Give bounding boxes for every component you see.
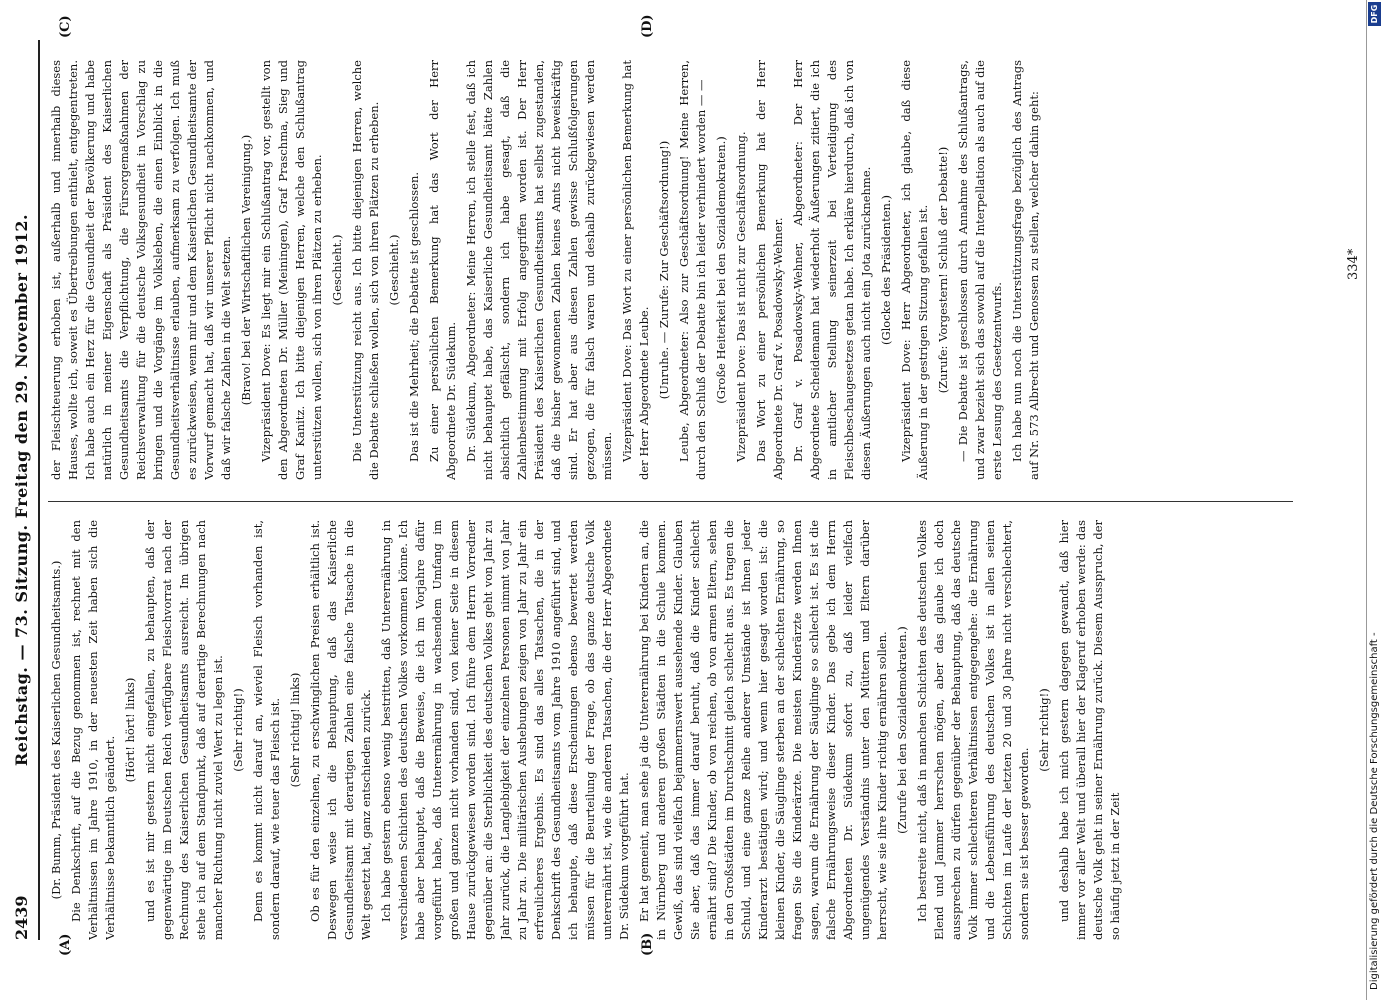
paragraph: Leube, Abgeordneter: Also zur Geschäftsordnung! Meine Herren, durch den Schluß der Debatte bin ich leider verhindert worden — —	[677, 60, 708, 480]
paragraph: — Die Debatte ist geschlossen durch Annahme des Schlußantrags, und zwar bezieht sich das sowohl auf die Interpellation als auch auf die erste Lesung des Gesetzentwurfs.	[956, 60, 1004, 480]
paragraph: und es ist mir gestern nicht eingefallen, zu behaupten, daß der gegenwärtige im Deutschen Reich verfügbare Fleischvorrat nach der Rechnung des Kaiserlichen Gesundheitsamts ausreicht. Im übrigen stehe ich auf dem Standpunkt, daß auf derartige Berechnungen nach mancher Richtung nicht zuviel Wert zu legen ist.	[143, 520, 225, 940]
remark: (Glocke des Präsidenten.)	[879, 194, 893, 346]
margin-mark-d: (D)	[640, 14, 655, 38]
remark: (Geschieht.)	[330, 234, 344, 306]
speaker-line: (Dr. Bumm, Präsident des Kaiserlichen Gesundheitsamts.)	[49, 560, 63, 900]
paragraph: Dr. Südekum, Abgeordneter: Meine Herren, ich stelle fest, daß ich nicht behauptet habe, das Kaiserliche Gesundheitsamt hätte Zahlen absichtlich gefälscht, sondern ich habe gesagt, daß die Zahlenbestimmung mit Erfolg angegriffen worden ist. Der Herr Präsident des Kaiserlichen Gesundheitsamts hat selbst zugestanden, daß die bisher gewonnenen Zahlen keines Amts nicht beweiskräftig sind. Er hat aber aus diesen Zahlen gewisse Schlußfolgerungen gezogen, die für falsch waren und deshalb zurückgewiesen werden müssen.	[464, 60, 614, 480]
paragraph: Ich habe gestern ebenso wenig bestritten, daß Unterernährung in verschiedenen Schichten des deutschen Volkes vorkommen könne. Ich habe aber behauptet, daß die Beweise, die ich im Vorjahre dafür vorgeführt habe, daß Unterernährung in wachsendem Umfang im großen und ganzen nicht vorhanden sind, von keiner Seite in diesem Hause zurückgewiesen worden sind. Ich führe dem Herrn Vorredner gegenüber an: die Sterblichkeit des deutschen Volkes geht von Jahr zu Jahr zurück, die Langlebigkeit der einzelnen Personen nimmt von Jahr zu Jahr zu. Die militärischen Aushebungen zeigen von Jahr zu Jahr ein erfreulicheres Ergebnis. Es sind das alles Tatsachen, die in der Denkschrift des Gesundheitsamts vom Jahre 1910 angeführt sind, und ich behaupte, daß diese Erscheinungen ebenso bewertet werden müssen für die Beurteilung der Frage, ob das ganze deutsche Volk unterernährt ist, wie die anderen Tatsachen, die der Herr Abgeordnete Dr. Südekum vorgeführt hat.	[379, 520, 631, 940]
remark: (Unruhe. — Zurufe: Zur Geschäftsordnung!)	[657, 140, 671, 400]
paragraph: Zu einer persönlichen Bemerkung hat das Wort der Herr Abgeordnete Dr. Südekum.	[427, 60, 458, 480]
paragraph: der Fleischteuerung erhoben ist, außerhalb und innerhalb dieses Hauses, wollte ich, soweit es Übertreibungen enthielt, entgegentreten. Ich habe auch ein Herz für die Gesundheit der Bevölkerung und habe natürlich in meiner Eigenschaft als Präsident des Kaiserlichen Gesundheitsamts die Verpflichtung, die Fürsorgemaßnahmen der Reichsverwaltung für die deutsche Volksgesundheit in Vorschlag zu bringen und die Vorgänge im Volksleben, die einen Einblick in die Gesundheitsverhältnisse erlauben, aufmerksam zu verfolgen. Ich muß es zurückweisen, wenn mir und dem Kaiserlichen Gesundheitsamte der Vorwurf gemacht hat, daß wir unserer Pflicht nicht nachkommen, und daß wir falsche Zahlen in die Welt setzen.	[49, 60, 233, 480]
paragraph: Vizepräsident Dove: Das Wort zu einer persönlichen Bemerkung hat der Herr Abgeordnete Leube.	[620, 60, 651, 480]
paragraph: Das Wort zu einer persönlichen Bemerkung hat der Herr Abgeordnete Dr. Graf v. Posadowsky-Wehner.	[754, 60, 785, 480]
page-number: 2439	[12, 895, 31, 940]
page-title: Reichstag. — 73. Sitzung. Freitag den 29. November 1912.	[12, 213, 31, 767]
paragraph: Die Denkschrift, auf die Bezug genommen ist, rechnet mit den Verhältnissen im Jahre 1910, in der neuesten Zeit haben sich die Verhältnisse bekanntlich geändert.	[69, 520, 117, 940]
remark: (Sehr richtig! links)	[288, 672, 302, 788]
paragraph: Das ist die Mehrheit; die Debatte ist geschlossen.	[407, 171, 421, 462]
remark: (Geschieht.)	[387, 234, 401, 306]
margin-mark-a: (A)	[58, 933, 73, 956]
paragraph: Vizepräsident Dove: Es liegt mir ein Schlußantrag vor, gestellt von den Abgeordneten Dr. Müller (Meiningen), Graf Praschma, Sieg und Graf Kanitz. Ich bitte diejenigen Herren, welche den Schlußantrag unterstützen wollen, sich von ihren Plätzen zu erheben.	[259, 60, 324, 480]
header-rule	[38, 40, 40, 940]
remark: (Bravo! bei der Wirtschaftlichen Vereinigung.)	[239, 134, 253, 406]
page-header	[6, 40, 36, 940]
margin-mark-c: (C)	[58, 15, 73, 38]
margin-mark-b: (B)	[640, 932, 655, 956]
paragraph: Ich bestreite nicht, daß in manchen Schichten des deutschen Volkes Elend und Jammer herrschen mögen, aber das glaube ich doch aussprechen zu dürfen gegenüber der Behauptung, daß das deutsche Volk immer schlechteren Verhältnissen entgegengehe: die Ernährung und die Lebensführung des deutschen Volkes ist in allen seinen Schichten im Laufe der letzten 20 und 30 Jahre nicht verschlechtert, sondern sie ist besser geworden.	[915, 520, 1031, 940]
remark: (Sehr richtig!)	[1037, 688, 1051, 772]
paragraph: Dr. Graf v. Posadowsky-Wehner, Abgeordneter: Der Herr Abgeordnete Scheidemann hat wiederholt Äußerungen zitiert, die ich in amtlicher Stellung seinerzeit bei Verteidigung des Fleischbeschaugesetzes getan habe. Ich erkläre hierdurch, daß ich von diesen Äußerungen auch nicht ein Jota zurücknehme.	[791, 60, 873, 480]
funding-notice	[1366, 0, 1383, 1000]
signature-mark: 334*	[1346, 248, 1361, 280]
paragraph: und deshalb habe ich mich gestern dagegen gewandt, daß hier immer vor aller Welt und überall hier der Klageruf erhoben werde: das deutsche Volk geht in seiner Ernährung zurück. Diesem Ausspruch, der so häufig jetzt in der Zeit	[1057, 520, 1122, 940]
remark: (Zurufe: Vorgestern! Schluß der Debatte!)	[936, 146, 950, 394]
paragraph: Er hat gemeint, man sehe ja die Unterernährung bei Kindern an, die in Nürnberg und anderen großen Städten in die Schule kommen. Gewiß, das sind vielfach bejammernswert aussehende Kinder. Glauben Sie aber, daß das immer darauf beruht, daß die Kinder schlecht ernährt sind? Die Kinder, ob von reichen, ob von armen Eltern, sehen in den Großstädten im Durchschnitt gleich schlecht aus. Es tragen die Schuld, und eine ganze Reihe anderer Umstände ist Ihnen jeder Kinderarzt bestätigen wird; und wenn hier gesagt worden ist: die kleinen Kinder, die Säuglinge sterben an der schlechten Ernährung, so fragen Sie die Kinderärzte. Die meisten Kinderärzte werden Ihnen sagen, warum die Ernährung der Säuglinge so schlecht ist. Es ist die falsche Ernährungsweise dieser Kinder. Das gebe ich dem Herrn Abgeordneten Dr. Südekum sofort zu, daß leider vielfach ungenügendes Verständnis unter den Müttern und Eltern darüber herrscht, wie sie ihre Kinder richtig ernähren sollen.	[637, 520, 889, 940]
column-divider	[48, 501, 1293, 502]
paragraph: Vizepräsident Dove: Herr Abgeordneter, ich glaube, daß diese Äußerung in der gestrigen Sitzung gefallen ist.	[899, 60, 930, 480]
paragraph: Die Unterstützung reicht aus. Ich bitte diejenigen Herren, welche die Debatte schließen wollen, sich von ihren Plätzen zu erheben.	[350, 60, 381, 480]
remark: (Sehr richtig!)	[231, 688, 245, 772]
paragraph: Vizepräsident Dove: Das ist nicht zur Geschäftsordnung.	[734, 131, 748, 462]
paragraph: Denn es kommt nicht darauf an, wieviel Fleisch vorhanden ist, sondern darauf, wie teuer das Fleisch ist.	[251, 520, 282, 940]
remark: (Hört! hört! links)	[123, 677, 137, 783]
remark: (Zurufe bei den Sozialdemokraten.)	[895, 626, 909, 834]
funding-text: Digitalisierung gefördert durch die Deutsche Forschungsgemeinschaft -	[1369, 632, 1380, 990]
right-column	[48, 60, 1293, 480]
remark: (Große Heiterkeit bei den Sozialdemokraten.)	[714, 136, 728, 404]
paragraph: Ob es für den einzelnen, zu erschwinglichen Preisen erhältlich ist. Deswegen weise ich die Behauptung, daß das Kaiserliche Gesundheitsamt mit derartigen Zahlen eine falsche Tatsache in die Welt gesetzt hat, ganz entschieden zurück.	[308, 520, 373, 940]
paragraph: Ich habe nun noch die Unterstützungsfrage bezüglich des Antrags auf Nr. 573 Albrecht und Genossen zu stellen, welcher dahin geht:	[1010, 60, 1041, 480]
dfg-logo: DFG	[1368, 2, 1381, 26]
left-column	[48, 520, 1293, 940]
